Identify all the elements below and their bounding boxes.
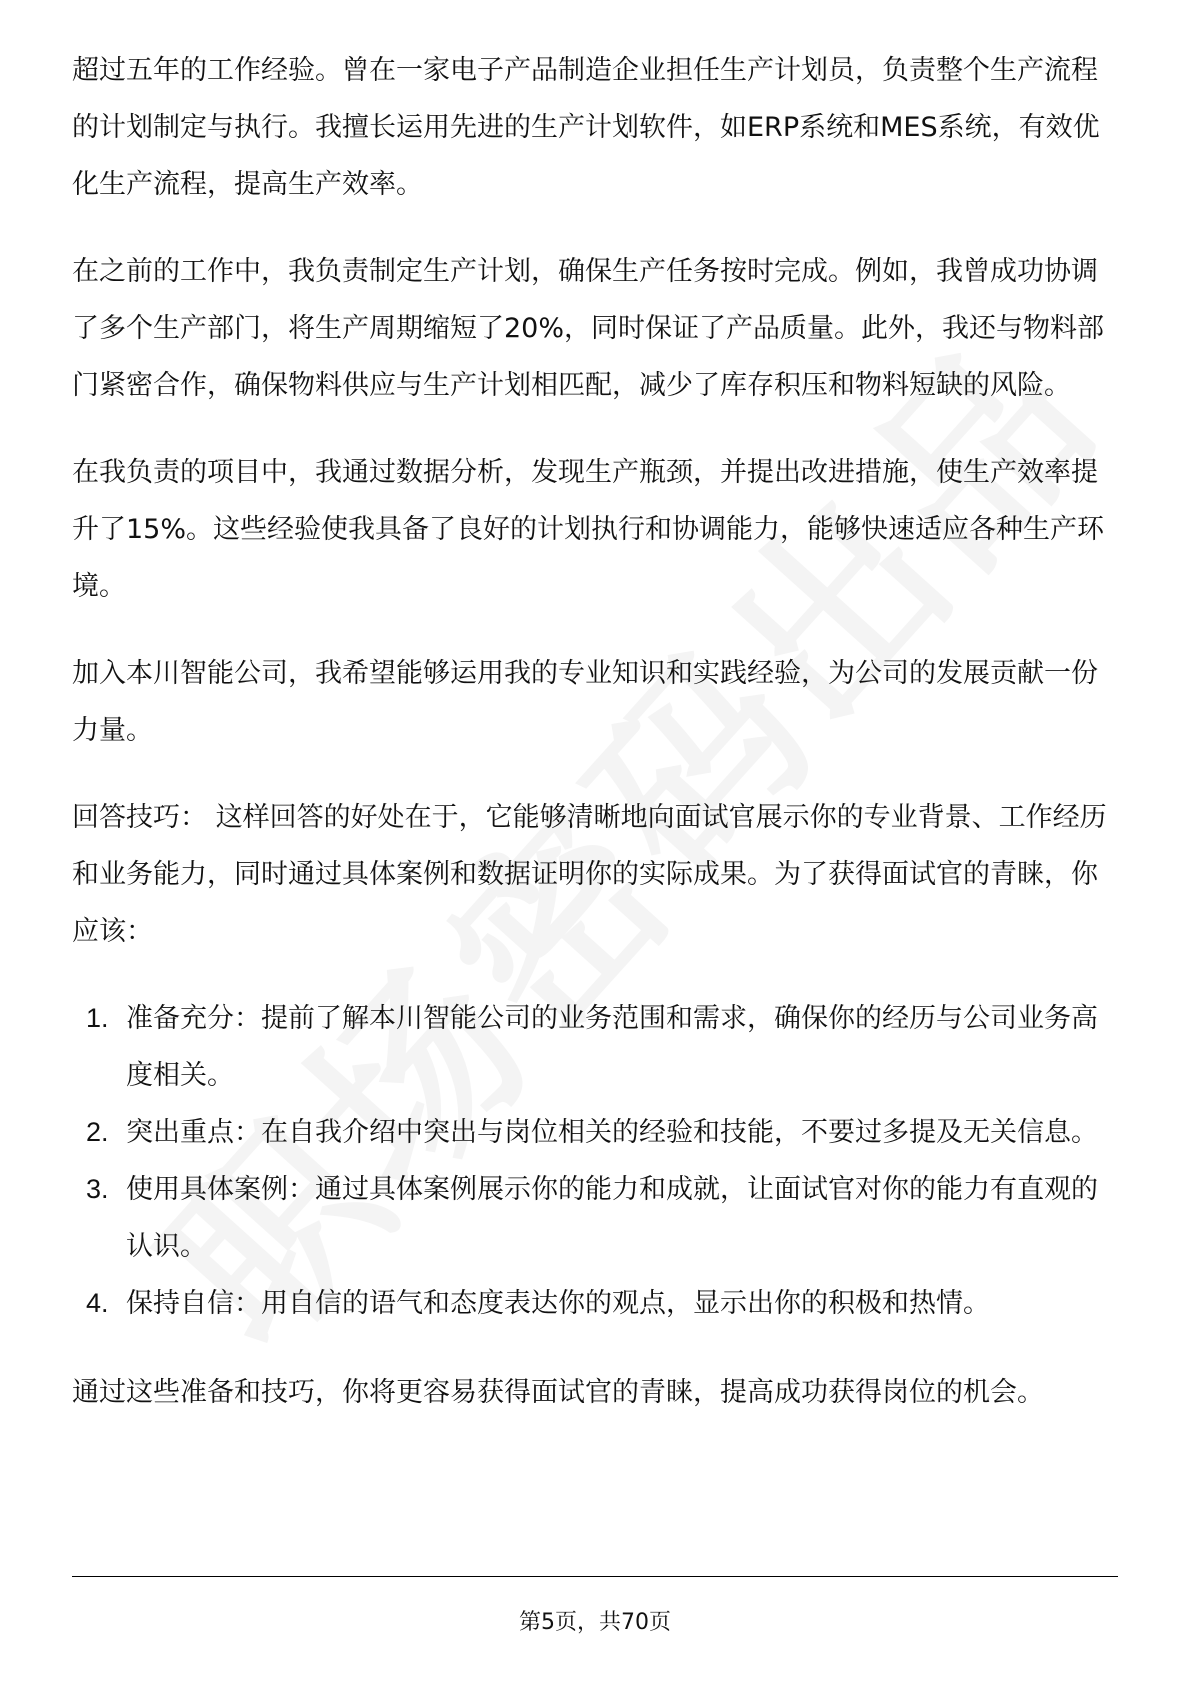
- list-item-number: 2.: [86, 1117, 109, 1147]
- list-item-text: 保持自信：用自信的语气和态度表达你的观点，显示出你的积极和热情。: [126, 1288, 990, 1319]
- list-item-number: 4.: [86, 1288, 109, 1318]
- list-item: [72, 1104, 1122, 1161]
- tips-list: [72, 990, 1122, 1332]
- paragraph-join-company: 加入本川智能公司，我希望能够运用我的专业知识和实践经验，为公司的发展贡献一份力量。: [72, 658, 1098, 746]
- document-body: [72, 42, 1122, 1451]
- paragraph-project: 在我负责的项目中，我通过数据分析，发现生产瓶颈，并提出改进措施，使生产效率提升了15%。这些经验使我具备了良好的计划执行和协调能力，能够快速适应各种生产环境。: [72, 457, 1105, 602]
- list-item-number: 1.: [86, 1003, 109, 1033]
- paragraph-previous-work: 在之前的工作中，我负责制定生产计划，确保生产任务按时完成。例如，我曾成功协调了多个生产部门，将生产周期缩短了20%，同时保证了产品质量。此外，我还与物料部门紧密合作，确保物料供应与生产计划相匹配，减少了库存积压和物料短缺的风险。: [72, 256, 1105, 401]
- list-item-text: 突出重点：在自我介绍中突出与岗位相关的经验和技能，不要过多提及无关信息。: [126, 1117, 1098, 1148]
- list-item-text: 准备充分：提前了解本川智能公司的业务范围和需求，确保你的经历与公司业务高度相关。: [126, 1003, 1098, 1091]
- paragraph-experience: 超过五年的工作经验。曾在一家电子产品制造企业担任生产计划员，负责整个生产流程的计划制定与执行。我擅长运用先进的生产计划软件，如ERP系统和MES系统，有效优化生产流程，提高生产效率。: [72, 55, 1100, 200]
- page-number: 第5页，共70页: [519, 1610, 671, 1635]
- paragraph-closing: 通过这些准备和技巧，你将更容易获得面试官的青睐，提高成功获得岗位的机会。: [72, 1377, 1044, 1408]
- list-item: [72, 1161, 1122, 1275]
- paragraph-answer-tips: 回答技巧： 这样回答的好处在于，它能够清晰地向面试官展示你的专业背景、工作经历和业务能力，同时通过具体案例和数据证明你的实际成果。为了获得面试官的青睐，你应该：: [72, 802, 1107, 947]
- list-item-number: 3.: [86, 1174, 109, 1204]
- footer-divider: [72, 1576, 1118, 1577]
- list-item-text: 使用具体案例：通过具体案例展示你的能力和成就，让面试官对你的能力有直观的认识。: [126, 1174, 1098, 1262]
- list-item: [72, 990, 1122, 1104]
- list-item: [72, 1275, 1122, 1332]
